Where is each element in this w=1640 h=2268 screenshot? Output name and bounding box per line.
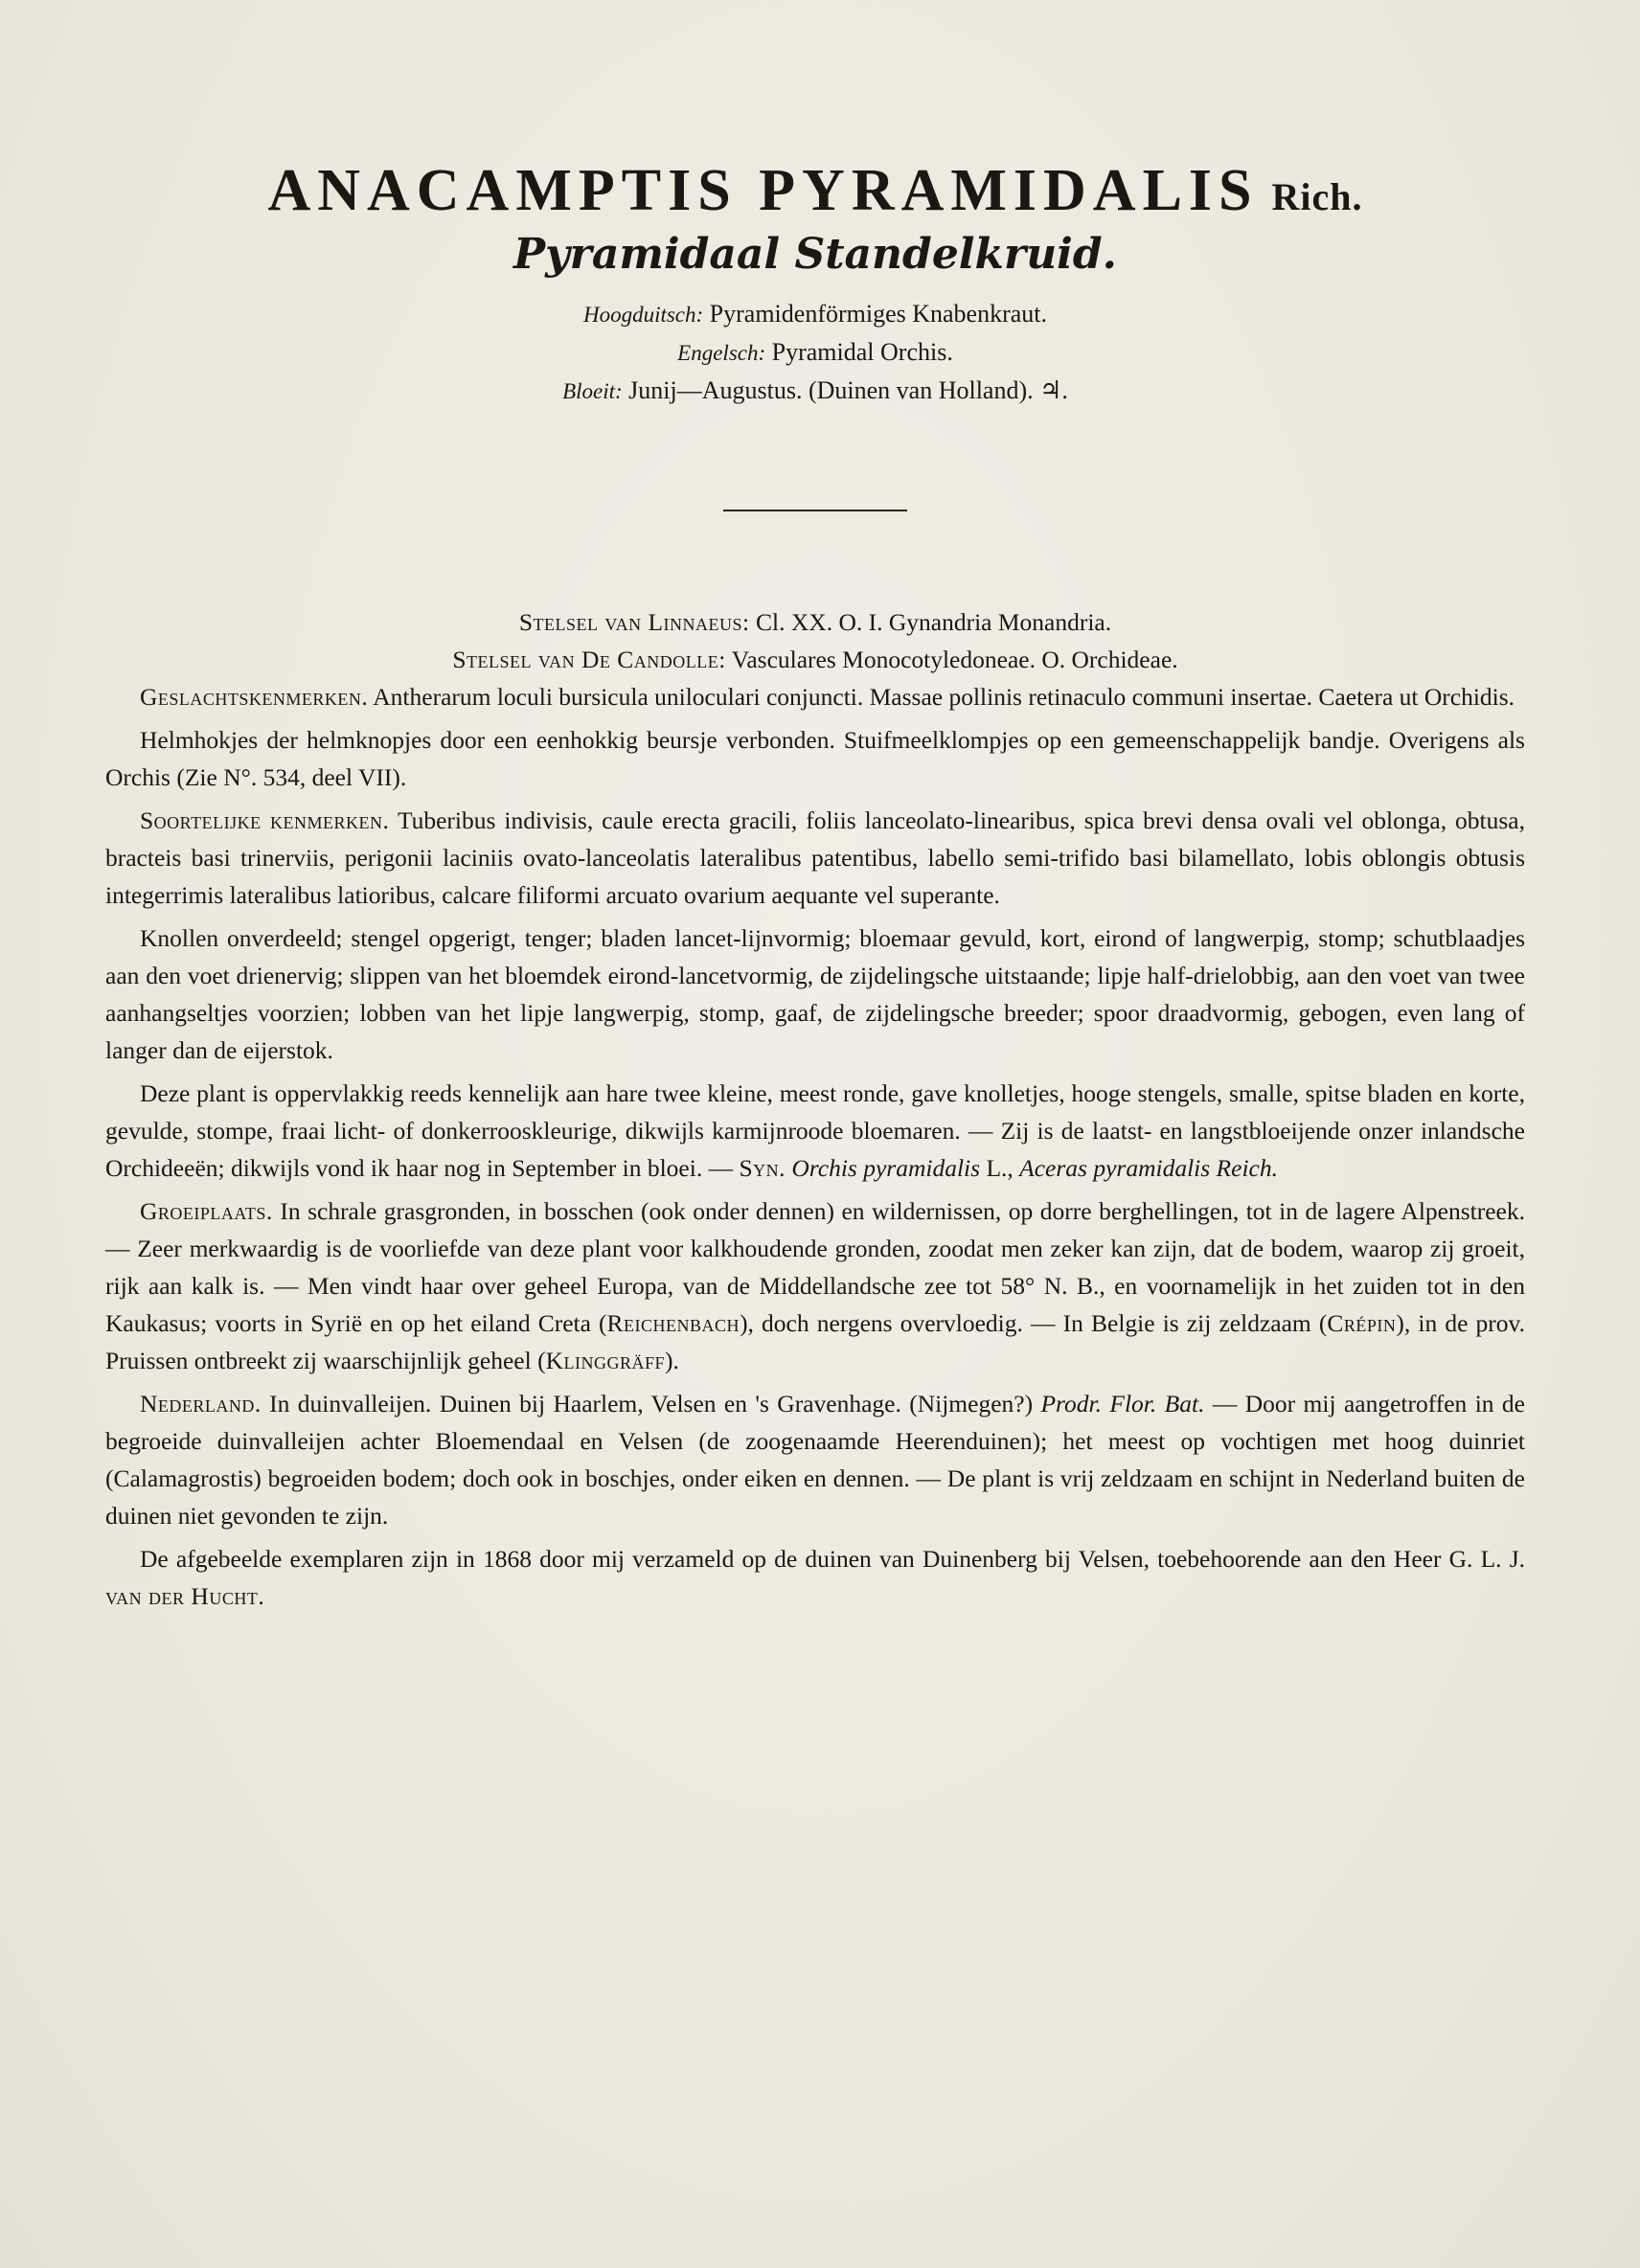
linnaeus-system <box>105 603 1525 641</box>
bloom-value: Junij—Augustus. (Duinen van Holland). ♃. <box>628 376 1068 405</box>
genus-dutch: Helmhokjes der helmknopjes door een eenhokkig beursje verbonden. Stuifmeelklompjes op een gemeenschappelijk bandje. Overigens als Orchis (Zie N°. 534, deel VII). <box>105 726 1525 792</box>
bloom-line <box>105 372 1525 410</box>
habitat-label: Groeiplaats. <box>140 1197 273 1226</box>
netherlands-ref: Prodr. Flor. Bat. <box>1040 1390 1205 1418</box>
scientific-name: ANACAMPTIS PYRAMIDALIS <box>267 158 1259 223</box>
genus-label: Geslachtskenmerken. <box>140 683 369 712</box>
linnaeus-value: Cl. XX. O. I. Gynandria Monandria. <box>756 608 1112 637</box>
species-dutch: Knollen onverdeeld; stengel opgerigt, tenger; bladen lancet-lijnvormig; bloemaar gevuld, kort, eirond of langwerpig, stomp; schutblaadjes aan den voet drienervig; slippen van het bloemdek eirond-lancetvormig, de zijdelingsche uitstaande; lipje half-drielobbig, aan den voet van twee aanhangseltjes voorzien; lobben van het lipje langwerpig, stomp, gaaf, de zijdelingsche breeder; spoor draadvormig, gebogen, even lang of langer dan de eijerstok. <box>105 924 1525 1065</box>
habitat-text-3: ), in de prov. Pruissen ontbreekt zij waarschijnlijk geheel ( <box>105 1309 1525 1375</box>
candolle-label: Stelsel van De Candolle: <box>452 646 726 674</box>
genus-latin <box>105 678 1525 715</box>
dutch-name: Pyramidaal Standelkruid. <box>513 230 1117 279</box>
species-label: Soortelijke kenmerken. <box>140 806 390 835</box>
habitat <box>105 1192 1525 1379</box>
synonym-1: Orchis pyramidalis <box>791 1154 981 1183</box>
german-name-line <box>105 295 1525 333</box>
netherlands-text-1: In duinvalleijen. Duinen bij Haarlem, Velsen en 's Gravenhage. (Nijmegen?) <box>269 1390 1034 1418</box>
divider <box>723 510 907 511</box>
candolle-system <box>105 641 1525 678</box>
habitat-text-2: ), doch nergens overvloedig. — In Belgie is zij zeldzaam ( <box>740 1309 1328 1338</box>
species-description-text: Deze plant is oppervlakkig reeds kennelijk aan hare twee kleine, meest ronde, gave knolletjes, hooge stengels, smalle, spitse bladen en korte, gevulde, stompe, fraai licht- of donkerrooskleurige, dikwijls karmijnroode bloemaren. — Zij is de laatst- en langstbloeijende onzer inlandsche Orchideeën; dikwijls vond ik haar nog in September in bloei. — <box>105 1079 1525 1183</box>
synonym-1-author: L., <box>986 1154 1014 1183</box>
species-description <box>105 1075 1525 1187</box>
collector-name: van der Hucht. <box>105 1582 265 1611</box>
closing-text: De afgebeelde exemplaren zijn in 1868 door mij verzameld op de duinen van Duinenberg bij Velsen, toebehoorende aan den Heer G. L. J. <box>140 1545 1525 1574</box>
netherlands-label: Nederland. <box>140 1390 262 1418</box>
habitat-ref-1: Reichenbach <box>606 1309 740 1338</box>
habitat-text-4: ). <box>665 1347 679 1375</box>
candolle-value: Vasculares Monocotyledoneae. O. Orchideae. <box>731 646 1178 674</box>
english-label: Engelsch: <box>677 341 766 366</box>
species-latin <box>105 802 1525 914</box>
closing <box>105 1540 1525 1615</box>
author-abbreviation: Rich. <box>1271 175 1363 218</box>
linnaeus-label: Stelsel van Linnaeus: <box>518 608 750 637</box>
english-name: Pyramidal Orchis. <box>771 338 953 367</box>
german-label: Hoogduitsch: <box>582 303 704 328</box>
habitat-ref-2: Crépin <box>1327 1309 1397 1338</box>
habitat-text-1: In schrale grasgronden, in bosschen (ook onder dennen) en wildernissen, op dorre berghellingen, tot in de lagere Alpenstreek. — Zeer merkwaardig is de voorliefde van deze plant voor kalkhoudende gronden, zoodat men zeker kan zijn, dat de bodem, waarop zij groeit, rijk aan kalk is. — Men vindt haar over geheel Europa, van de Middellandsche zee tot 58° N. B., en voornamelijk in het zuiden tot in den Kaukasus; voorts in Syrië en op het eiland Creta ( <box>105 1197 1525 1338</box>
header <box>105 0 1525 410</box>
species-title <box>105 158 1525 223</box>
species-latin-text: Tuberibus indivisis, caule erecta gracili, foliis lanceolato-linearibus, spica brevi densa ovali vel oblonga, obtusa, bracteis basi trinerviis, perigonii laciniis ovato-lanceolatis lateralibus patentibus, labello semi-trifido basi bilamellato, lobis oblongis obtusis integerrimis lateralibus latioribus, calcare filiformi arcuato ovarium aequante vel superante. <box>105 806 1526 910</box>
synonym-2: Aceras pyramidalis Reich. <box>1019 1154 1278 1183</box>
german-name: Pyramidenförmiges Knabenkraut. <box>709 300 1048 329</box>
habitat-ref-3: Klinggräff <box>545 1347 666 1375</box>
synonym-label: Syn. <box>739 1154 786 1183</box>
english-name-line <box>105 333 1525 372</box>
bloom-label: Bloeit: <box>562 379 623 404</box>
genus-latin-text: Antherarum loculi bursicula uniloculari conjuncti. Massae pollinis retinaculo communi insertae. Caetera ut Orchidis. <box>373 683 1515 712</box>
netherlands <box>105 1385 1525 1534</box>
description-body <box>105 603 1525 1615</box>
netherlands-text-2: — Door mij aangetroffen in de begroeide duinvalleijen achter Bloemendaal en Velsen (de zoogenaamde Heerenduinen); het meest op vochtigen met hoog duinriet (Calamagrostis) begroeiden bodem; doch ook in boschjes, onder eiken en dennen. — De plant is vrij zeldzaam en schijnt in Nederland buiten de duinen niet gevonden te zijn. <box>105 1390 1525 1531</box>
